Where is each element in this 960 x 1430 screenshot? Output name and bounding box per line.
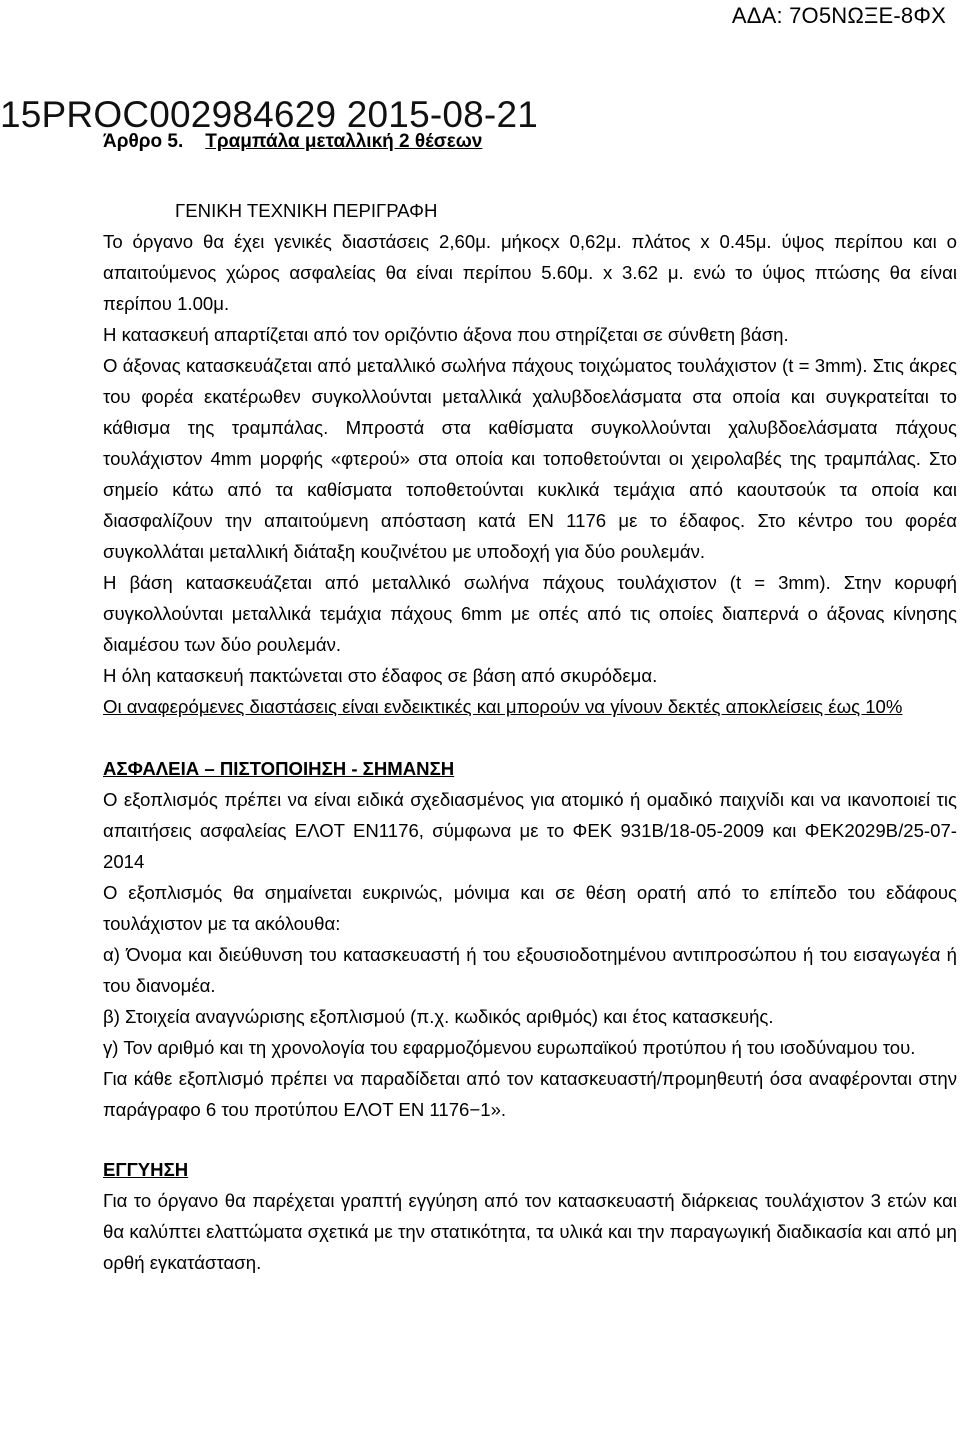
safety-paragraph-2: Ο εξοπλισμός θα σημαίνεται ευκρινώς, μόνιμα και σε θέση ορατή από το επίπεδο του εδάφους τουλάχιστον με τα ακόλουθα:	[103, 882, 957, 934]
general-paragraph-4: Η βάση κατασκευάζεται από μεταλλικό σωλήνα πάχους τουλάχιστον (t = 3mm). Στην κορυφή συγκολλούνται μεταλλικά τεμάχια πάχους 6mm με οπές από τις οποίες διαπερνά ο άξονας κίνησης διαμέσου των δύο ρουλεμάν.	[103, 572, 957, 655]
general-paragraph-5: Η όλη κατασκευή πακτώνεται στο έδαφος σε βάση από σκυρόδεμα.	[103, 665, 658, 686]
safety-paragraph-1: Ο εξοπλισμός πρέπει να είναι ειδικά σχεδιασμένος για ατομικό ή ομαδικό παιχνίδι και να ικανοποιεί τις απαιτήσεις ασφαλείας ΕΛΟΤ ΕΝ1176, σύμφωνα με το ΦΕΚ 931Β/18-05-2009 και ΦΕΚ2029Β/25-07-2014	[103, 789, 957, 872]
general-heading: ΓΕΝΙΚΗ ΤΕΧΝΙΚΗ ΠΕΡΙΓΡΑΦΗ	[175, 200, 438, 221]
safety-item-b: β) Στοιχεία αναγνώρισης εξοπλισμού (π.χ. κωδικός αριθμός) και έτος κατασκευής.	[103, 1006, 774, 1027]
safety-heading: ΑΣΦΑΛΕΙΑ – ΠΙΣΤΟΠΟΙΗΣΗ - ΣΗΜΑΝΣΗ	[103, 758, 455, 779]
general-paragraph-2: Η κατασκευή απαρτίζεται από τον οριζόντιο άξονα που στηρίζεται σε σύνθετη βάση.	[103, 324, 789, 345]
article-name: Τραμπάλα μεταλλική 2 θέσεων	[205, 131, 483, 152]
article-title	[103, 131, 482, 153]
general-paragraph-3: Ο άξονας κατασκευάζεται από μεταλλικό σωλήνα πάχους τοιχώματος τουλάχιστον (t = 3mm). Στις άκρες του φορέα εκατέρωθεν συγκολλούνται μεταλλικά χαλυβδοελάσματα στα οποία και συγκρατείται το κάθισμα της τραμπάλας. Μπροστά στα καθίσματα συγκολλούνται χαλυβδοελάσματα πάχους τουλάχιστον 4mm μορφής «φτερού» στα οποία και τοποθετούνται οι χειρολαβές της τραμπάλας. Στο σημείο κάτω από τα καθίσματα τοποθετούνται κυκλικά τεμάχια από καουτσούκ τα οποία και διασφαλίζουν την απαιτούμενη απόσταση κατά ΕΝ 1176 με το έδαφος. Στο κέντρο του φορέα συγκολλάται μεταλλική διάταξη κουζινέτου με υποδοχή για δύο ρουλεμάν.	[103, 355, 957, 562]
safety-item-a: α) Όνομα και διεύθυνση του κατασκευαστή ή του εξουσιοδοτημένου αντιπροσώπου ή του εισαγωγέα ή του διανομέα.	[103, 944, 957, 996]
article-label: Άρθρο 5.	[103, 131, 184, 152]
safety-paragraph-3: Για κάθε εξοπλισμό πρέπει να παραδίδεται από τον κατασκευαστή/προμηθευτή όσα αναφέρονται στην παράγραφο 6 του προτύπου ΕΛΟΤ ΕΝ 1176−1».	[103, 1068, 957, 1120]
safety-item-c: γ) Τον αριθμό και τη χρονολογία του εφαρμοζόμενου ευρωπαϊκού προτύπου ή του ισοδύναμου του.	[103, 1037, 916, 1058]
warranty-paragraph-1: Για το όργανο θα παρέχεται γραπτή εγγύηση από τον κατασκευαστή διάρκειας τουλάχιστον 3 ετών και θα καλύπτει ελαττώματα σχετικά με την στατικότητα, τα υλικά και την παραγωγική διαδικασία και από μη ορθή εγκατάσταση.	[103, 1190, 957, 1273]
general-note: Οι αναφερόμενες διαστάσεις είναι ενδεικτικές και μπορούν να γίνουν δεκτές αποκλείσεις έως 10%	[103, 696, 903, 717]
ada-code: ΑΔΑ: 7Ο5ΝΩΞΕ-8ΦΧ	[731, 3, 946, 28]
spacer	[103, 722, 957, 753]
spacer	[103, 1125, 957, 1154]
document-id: 15PROC002984629 2015-08-21	[0, 94, 538, 135]
document-body	[103, 195, 957, 1278]
warranty-heading: ΕΓΓΥΗΣΗ	[103, 1159, 189, 1180]
general-paragraph-1: Το όργανο θα έχει γενικές διαστάσεις 2,60μ. μήκοςx 0,62μ. πλάτος x 0.45μ. ύψος περίπου και ο απαιτούμενος χώρος ασφαλείας θα είναι περίπου 5.60μ. x 3.62 μ. ενώ το ύψος πτώσης θα είναι περίπου 1.00μ.	[103, 231, 957, 314]
